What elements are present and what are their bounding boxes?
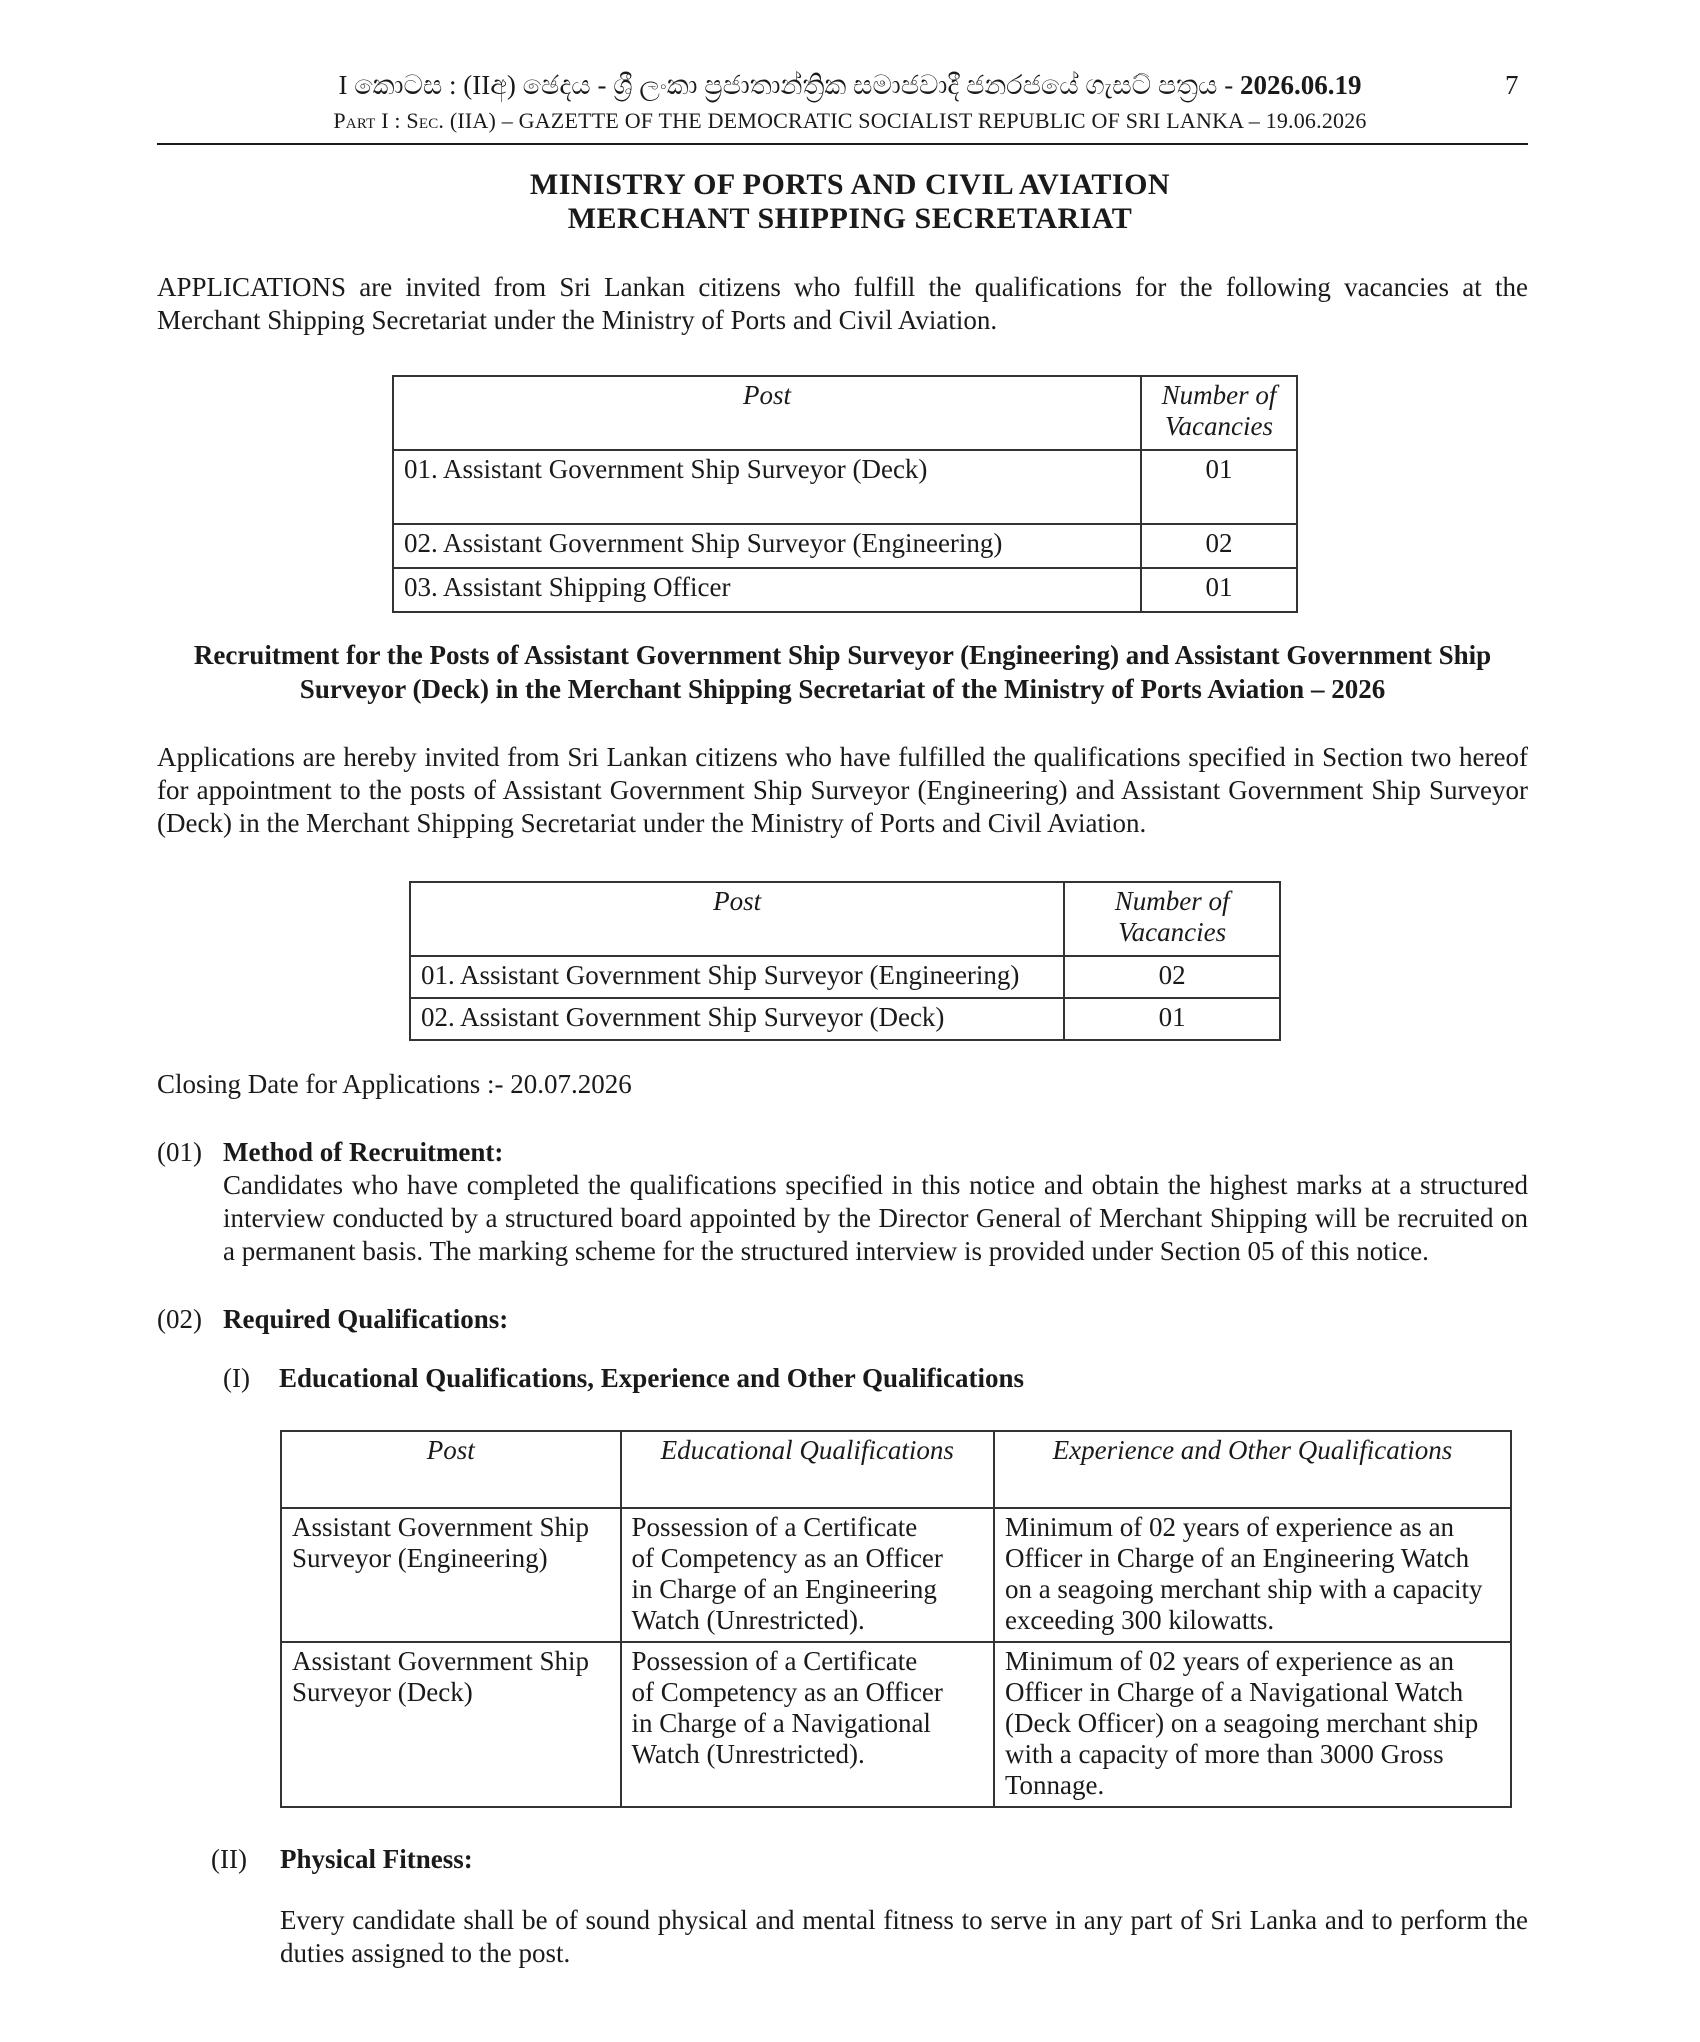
section-02-heading: Required Qualifications: bbox=[223, 1304, 509, 1334]
sinhala-header-date: 2026.06.19 bbox=[1239, 70, 1362, 100]
post-cell: 01. Assistant Government Ship Surveyor (Deck) bbox=[393, 450, 1141, 524]
cell-line: in Charge of a Navigational bbox=[631, 1708, 931, 1738]
table-header-row bbox=[393, 376, 1297, 450]
cell-line: Minimum of 02 years of experience as an bbox=[1004, 1512, 1455, 1542]
column-header-post: Post bbox=[410, 882, 1064, 956]
sinhala-header-text: I කොටස : (IIඅ) ඡෙදය - ශ්‍රී ලංකා ප්‍රජාතාන්ත්‍රික සමාජවාදී ජනරජයේ ගැසට් පත්‍රය - bbox=[338, 70, 1240, 100]
closing-date: Closing Date for Applications :- 20.07.2026 bbox=[157, 1069, 632, 1099]
column-header-post: Post bbox=[281, 1431, 621, 1508]
cell-line: Watch (Unrestricted). bbox=[631, 1605, 865, 1635]
table-header-row bbox=[410, 882, 1280, 956]
subsection-ii-number: (II) bbox=[211, 1844, 247, 1874]
section-01-heading: Method of Recruitment: bbox=[223, 1137, 504, 1167]
english-header-text: (IIA) – GAZETTE OF THE DEMOCRATIC SOCIALIST REPUBLIC OF SRI LANKA – 19.06.2026 bbox=[444, 108, 1367, 133]
table-header-row bbox=[281, 1431, 1511, 1508]
column-header-education: Educational Qualifications bbox=[621, 1431, 994, 1508]
cell-line: Tonnage. bbox=[1004, 1770, 1105, 1800]
post-cell: 03. Assistant Shipping Officer bbox=[393, 568, 1141, 612]
post-cell bbox=[281, 1508, 621, 1642]
column-header-post: Post bbox=[393, 376, 1141, 450]
table-row bbox=[410, 956, 1280, 998]
header-rule bbox=[157, 143, 1528, 145]
section-01-body: Candidates who have completed the qualifications specified in this notice and obtain the highest marks at a structured interview conducted by a structured board appointed by the Director General of Merchant Shipping will be recruited on a permanent basis. The marking scheme for the structured interview is provided under Section 05 of this notice. bbox=[223, 1170, 1528, 1266]
vacancy-count-cell: 01 bbox=[1064, 998, 1280, 1040]
cell-line: Assistant Government Ship bbox=[292, 1646, 589, 1676]
intro-paragraph: APPLICATIONS are invited from Sri Lankan citizens who fulfill the qualifications for the following vacancies at the Merchant Shipping Secretariat under the Ministry of Ports and Civil Aviation. bbox=[157, 272, 1528, 335]
qualifications-table bbox=[280, 1430, 1512, 1808]
cell-line: (Deck Officer) on a seagoing merchant ship bbox=[1004, 1708, 1479, 1738]
post-cell bbox=[281, 1642, 621, 1807]
vacancy-count-cell: 01 bbox=[1141, 450, 1297, 524]
table-row bbox=[393, 524, 1297, 568]
table-row bbox=[410, 998, 1280, 1040]
vacancy-count-cell: 02 bbox=[1141, 524, 1297, 568]
english-running-header bbox=[200, 108, 1500, 134]
sinhala-running-header bbox=[300, 70, 1400, 102]
cell-line: of Competency as an Officer bbox=[631, 1543, 943, 1573]
column-header-experience: Experience and Other Qualifications bbox=[994, 1431, 1511, 1508]
ministry-title-line-1: MINISTRY OF PORTS AND CIVIL AVIATION bbox=[529, 168, 1171, 201]
vacancies-table bbox=[392, 375, 1298, 613]
cell-line: Watch (Unrestricted). bbox=[631, 1739, 865, 1769]
cell-line: in Charge of an Engineering bbox=[631, 1574, 937, 1604]
recruitment-title: Recruitment for the Posts of Assistant Government Ship Surveyor (Engineering) and Assistant Government Ship Surveyor (Deck) in the Merchant Shipping Secretariat of the Ministry of Ports Aviation – 2026 bbox=[193, 640, 1492, 704]
column-header-vacancies: Number of Vacancies bbox=[1064, 882, 1280, 956]
education-cell bbox=[621, 1642, 994, 1807]
physical-fitness-body: Every candidate shall be of sound physical and mental fitness to serve in any part of Sri Lanka and to perform the duties assigned to the post. bbox=[280, 1905, 1528, 1968]
table-row bbox=[393, 568, 1297, 612]
experience-cell bbox=[994, 1642, 1511, 1807]
cell-line: exceeding 300 kilowatts. bbox=[1004, 1605, 1275, 1635]
english-header-part: Part I : Sec. bbox=[333, 108, 445, 133]
recruitment-intro-paragraph: Applications are hereby invited from Sri Lankan citizens who have fulfilled the qualifications specified in Section two hereof for appointment to the posts of Assistant Government Ship Surveyor (Engineering) and Assistant Government Ship Surveyor (Deck) in the Merchant Shipping Secretariat under the Ministry of Ports and Civil Aviation. bbox=[157, 742, 1528, 838]
subsection-i-number: (I) bbox=[223, 1363, 250, 1393]
cell-line: with a capacity of more than 3000 Gross bbox=[1004, 1739, 1444, 1769]
post-cell: 02. Assistant Government Ship Surveyor (Deck) bbox=[410, 998, 1064, 1040]
post-cell: 01. Assistant Government Ship Surveyor (Engineering) bbox=[410, 956, 1064, 998]
cell-line: Possession of a Certificate bbox=[631, 1512, 918, 1542]
ministry-title-line-2: MERCHANT SHIPPING SECRETARIAT bbox=[567, 202, 1133, 235]
subsection-ii-heading: Physical Fitness: bbox=[280, 1844, 473, 1874]
vacancy-count-cell: 02 bbox=[1064, 956, 1280, 998]
education-cell bbox=[621, 1508, 994, 1642]
post-cell: 02. Assistant Government Ship Surveyor (Engineering) bbox=[393, 524, 1141, 568]
column-header-vacancies: Number of Vacancies bbox=[1141, 376, 1297, 450]
vacancy-count-cell: 01 bbox=[1141, 568, 1297, 612]
cell-line: Officer in Charge of a Navigational Watch bbox=[1004, 1677, 1464, 1707]
page-number: 7 bbox=[1505, 70, 1519, 100]
section-02-number: (02) bbox=[157, 1304, 202, 1334]
section-01-number: (01) bbox=[157, 1137, 202, 1167]
surveyor-vacancies-table bbox=[409, 881, 1281, 1041]
cell-line: Officer in Charge of an Engineering Watch bbox=[1004, 1543, 1470, 1573]
cell-line: Minimum of 02 years of experience as an bbox=[1004, 1646, 1455, 1676]
cell-line: Surveyor (Engineering) bbox=[292, 1543, 548, 1573]
cell-line: on a seagoing merchant ship with a capacity bbox=[1004, 1574, 1483, 1604]
experience-cell bbox=[994, 1508, 1511, 1642]
ministry-title bbox=[200, 168, 1500, 236]
cell-line: of Competency as an Officer bbox=[631, 1677, 943, 1707]
table-row bbox=[281, 1642, 1511, 1807]
subsection-i-heading: Educational Qualifications, Experience and Other Qualifications bbox=[279, 1363, 1025, 1393]
cell-line: Possession of a Certificate bbox=[631, 1646, 918, 1676]
cell-line: Assistant Government Ship bbox=[292, 1512, 589, 1542]
table-row bbox=[281, 1508, 1511, 1642]
table-row bbox=[393, 450, 1297, 524]
cell-line: Surveyor (Deck) bbox=[292, 1677, 473, 1707]
